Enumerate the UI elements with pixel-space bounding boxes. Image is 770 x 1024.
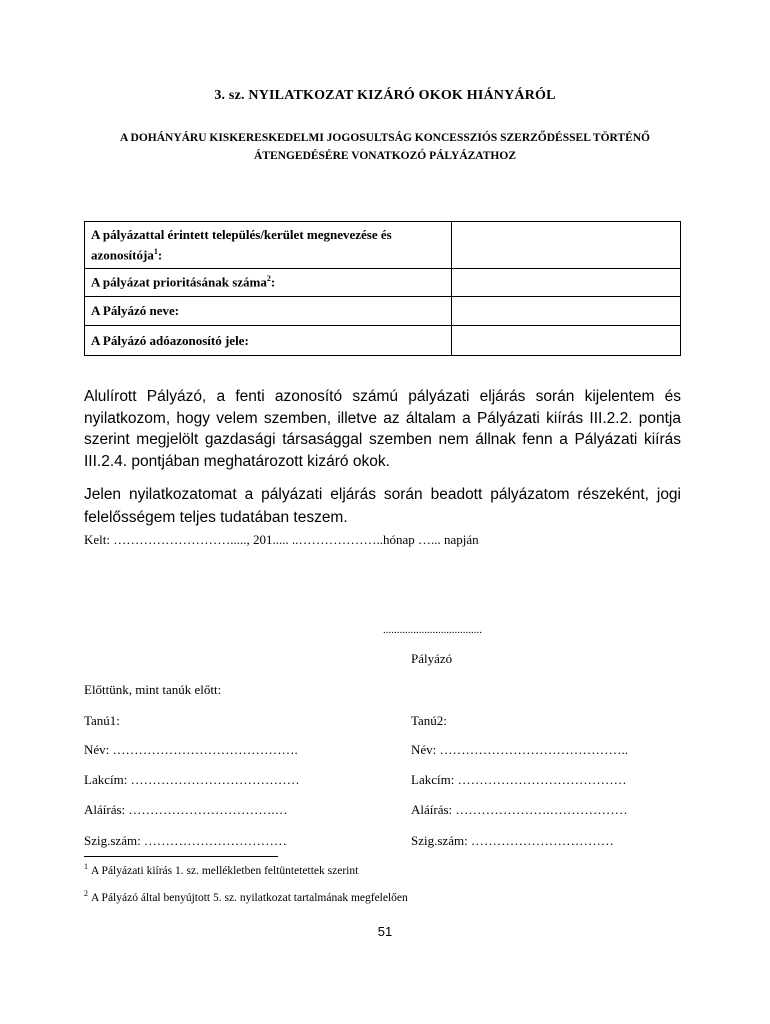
applicant-info-table [84,221,681,356]
declaration-paragraph: Alulírott Pályázó, a fenti azonosító számú pályázati eljárás során kijelentem és nyilatkozom, hogy velem szemben, illetve az általam a Pályázati kiírás III.2.2. pontja szerint megjelölt gazdasági társasággal szemben nem állnak fenn a Pályázati kiírás III.2.4. pontjában meghatározott kizáró okok. [84,388,681,470]
settlement-value-field[interactable] [451,222,680,269]
signature-line: .................................... [383,624,482,636]
footnote-1-number: 1 [84,862,88,871]
footnote-2-text: A Pályázó által benyújtott 5. sz. nyilatkozat tartalmának megfelelően [91,891,408,904]
witness1-address-line: Lakcím: ………………………………… [84,772,300,787]
witness1-signature-line: Aláírás: …………………………….… [84,802,288,817]
subtitle-line-1: A DOHÁNYÁRU KISKERESKEDELMI JOGOSULTSÁG KONCESSZIÓS SZERZŐDÉSSEL TÖRTÉNŐ [119,132,651,144]
table-row [85,326,681,356]
tax-id-field[interactable] [451,326,680,356]
priority-value-field[interactable] [451,269,680,297]
witness2-title: Tanú2: [411,713,447,728]
settlement-label-line1: A pályázattal érintett település/kerület megnevezése és [91,227,392,243]
witness1-title: Tanú1: [84,713,120,728]
footnote-2 [84,889,408,904]
colon: : [157,247,163,263]
footnote-separator [84,856,278,857]
table-row [85,222,681,269]
witness2-address-line: Lakcím: ………………………………… [411,772,627,787]
colon: : [270,274,276,290]
applicant-name-field[interactable] [451,297,680,326]
footnote-1-text: A Pályázati kiírás 1. sz. mellékletben feltüntetettek szerint [91,864,359,877]
document-subtitle [60,129,710,165]
date-line: Kelt: ………………………....., 201..... ..………………..hónap …... napján [84,532,479,547]
witness2-name-line: Név: …………………………………….. [411,742,629,757]
signature-label: Pályázó [411,651,453,666]
footnote-ref-2: 2 [266,274,271,284]
witness1-name-line: Név: ……………………………………. [84,742,298,757]
document-title: 3. sz. NYILATKOZAT KIZÁRÓ OKOK HIÁNYÁRÓL [214,88,556,103]
page-number: 51 [377,924,393,939]
footnote-2-number: 2 [84,889,88,898]
liability-paragraph: Jelen nyilatkozatomat a pályázati eljárás során beadott pályázatom részeként, jogi felelősségem teljes tudatában teszem. [84,486,681,526]
witness1-id-line: Szig.szám: …………………………… [84,833,287,848]
table-row [85,297,681,326]
footnote-1 [84,862,358,877]
settlement-label [85,222,452,269]
witness2-id-line: Szig.szám: …………………………… [411,833,614,848]
witness-intro: Előttünk, mint tanúk előtt: [84,682,222,697]
priority-label [85,269,452,297]
subtitle-line-2: ÁTENGEDÉSÉRE VONATKOZÓ PÁLYÁZATHOZ [254,150,516,162]
settlement-label-line2: azonosítója [91,247,154,263]
priority-label-text: A pályázat prioritásának száma [91,274,267,290]
footnote-ref-1: 1 [153,247,158,257]
table-row [85,269,681,297]
applicant-name-label: A Pályázó neve: [85,297,452,326]
witness2-signature-line: Aláírás: ………………….……………… [411,802,628,817]
tax-id-label: A Pályázó adóazonosító jele: [85,326,452,356]
